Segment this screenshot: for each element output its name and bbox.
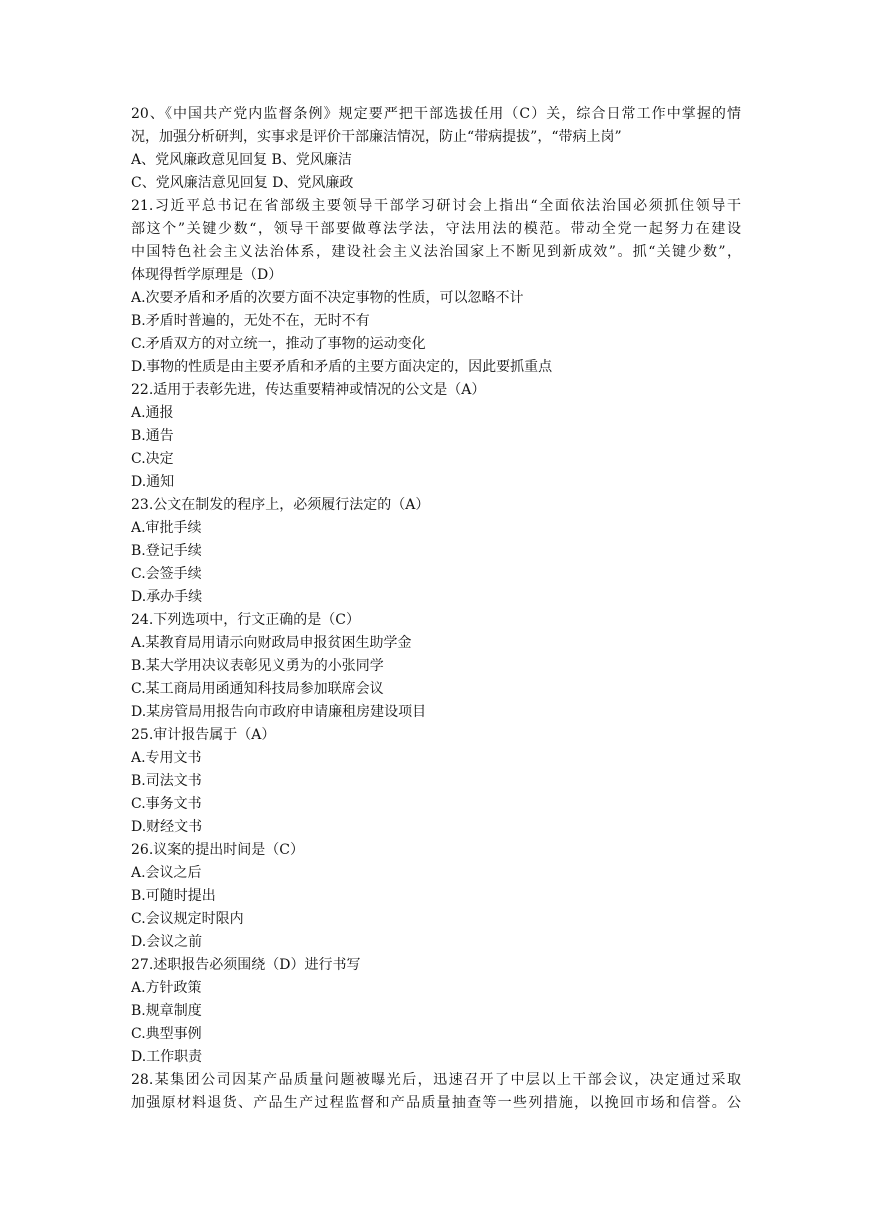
text-line: B.某大学用决议表彰见义勇为的小张同学 xyxy=(131,658,384,674)
text-line: A.会议之后 xyxy=(131,865,202,881)
text-line: C.典型事例 xyxy=(131,1026,202,1042)
text-line: B.通告 xyxy=(131,428,174,444)
text-line: C.事务文书 xyxy=(131,796,202,812)
text-line: A.审批手续 xyxy=(131,520,202,536)
text-line: 26.议案的提出时间是（C） xyxy=(131,842,304,858)
text-line: 23.公文在制发的程序上，必须履行法定的（A） xyxy=(131,497,430,513)
text-line: A.专用文书 xyxy=(131,750,202,766)
text-line: B.规章制度 xyxy=(131,1003,202,1019)
text-line: C、党风廉洁意见回复 D、党风廉政 xyxy=(131,175,354,191)
text-line: B.登记手续 xyxy=(131,543,202,559)
text-line: C.会议规定时限内 xyxy=(131,911,244,927)
text-line: B.矛盾时普遍的，无处不在，无时不有 xyxy=(131,313,370,329)
text-line: 28.某集团公司因某产品质量问题被曝光后，迅速召开了中层以上干部会议，决定通过采取 xyxy=(131,1072,741,1088)
text-line: D.财经文书 xyxy=(131,819,203,835)
text-line: 24.下列选项中，行文正确的是（C） xyxy=(131,612,360,628)
text-line: 25.审计报告属于（A） xyxy=(131,727,276,743)
document-page xyxy=(131,103,741,1115)
text-line: A.次要矛盾和矛盾的次要方面不决定事物的性质，可以忽略不计 xyxy=(131,290,524,306)
text-line: C.某工商局用函通知科技局参加联席会议 xyxy=(131,681,384,697)
text-line: C.会签手续 xyxy=(131,566,202,582)
text-line: C.决定 xyxy=(131,451,174,467)
text-line: A.某教育局用请示向财政局申报贫困生助学金 xyxy=(131,635,412,651)
text-line: 体现得哲学原理是（D） xyxy=(131,267,283,283)
text-line: A.方针政策 xyxy=(131,980,202,996)
text-line: D.工作职责 xyxy=(131,1049,203,1065)
text-line: D.通知 xyxy=(131,474,175,490)
text-line: 况，加强分析研判，实事求是评价干部廉洁情况，防止“带病提拔”，“带病上岗” xyxy=(131,129,622,145)
text-line: 中国特色社会主义法治体系，建设社会主义法治国家上不断见到新成效”。抓“关键少数”， xyxy=(131,244,741,260)
text-line: B.可随时提出 xyxy=(131,888,216,904)
text-line: 27.述职报告必须围绕（D）进行书写 xyxy=(131,957,361,973)
text-line: A、党风廉政意见回复 B、党风廉洁 xyxy=(131,152,352,168)
text-line: 21.习近平总书记在省部级主要领导干部学习研讨会上指出“全面依法治国必须抓住领导干 xyxy=(131,198,741,214)
text-line: D.承办手续 xyxy=(131,589,203,605)
text-line: 20、《中国共产党内监督条例》规定要严把干部选拔任用（C）关，综合日常工作中掌握的情 xyxy=(131,106,741,122)
text-line: B.司法文书 xyxy=(131,773,202,789)
text-line: D.事物的性质是由主要矛盾和矛盾的主要方面决定的，因此要抓重点 xyxy=(131,359,553,375)
text-line: 部这个”关键少数“，领导干部要做尊法学法，守法用法的模范。带动全党一起努力在建设 xyxy=(131,221,741,237)
text-line: 加强原材料退货、产品生产过程监督和产品质量抽查等一些列措施，以挽回市场和信誉。公 xyxy=(131,1095,741,1111)
text-line: C.矛盾双方的对立统一，推动了事物的运动变化 xyxy=(131,336,426,352)
text-line: 22.适用于表彰先进，传达重要精神或情况的公文是（A） xyxy=(131,382,486,398)
text-line: D.会议之前 xyxy=(131,934,203,950)
text-line: A.通报 xyxy=(131,405,174,421)
text-line: D.某房管局用报告向市政府申请廉租房建设项目 xyxy=(131,704,427,720)
